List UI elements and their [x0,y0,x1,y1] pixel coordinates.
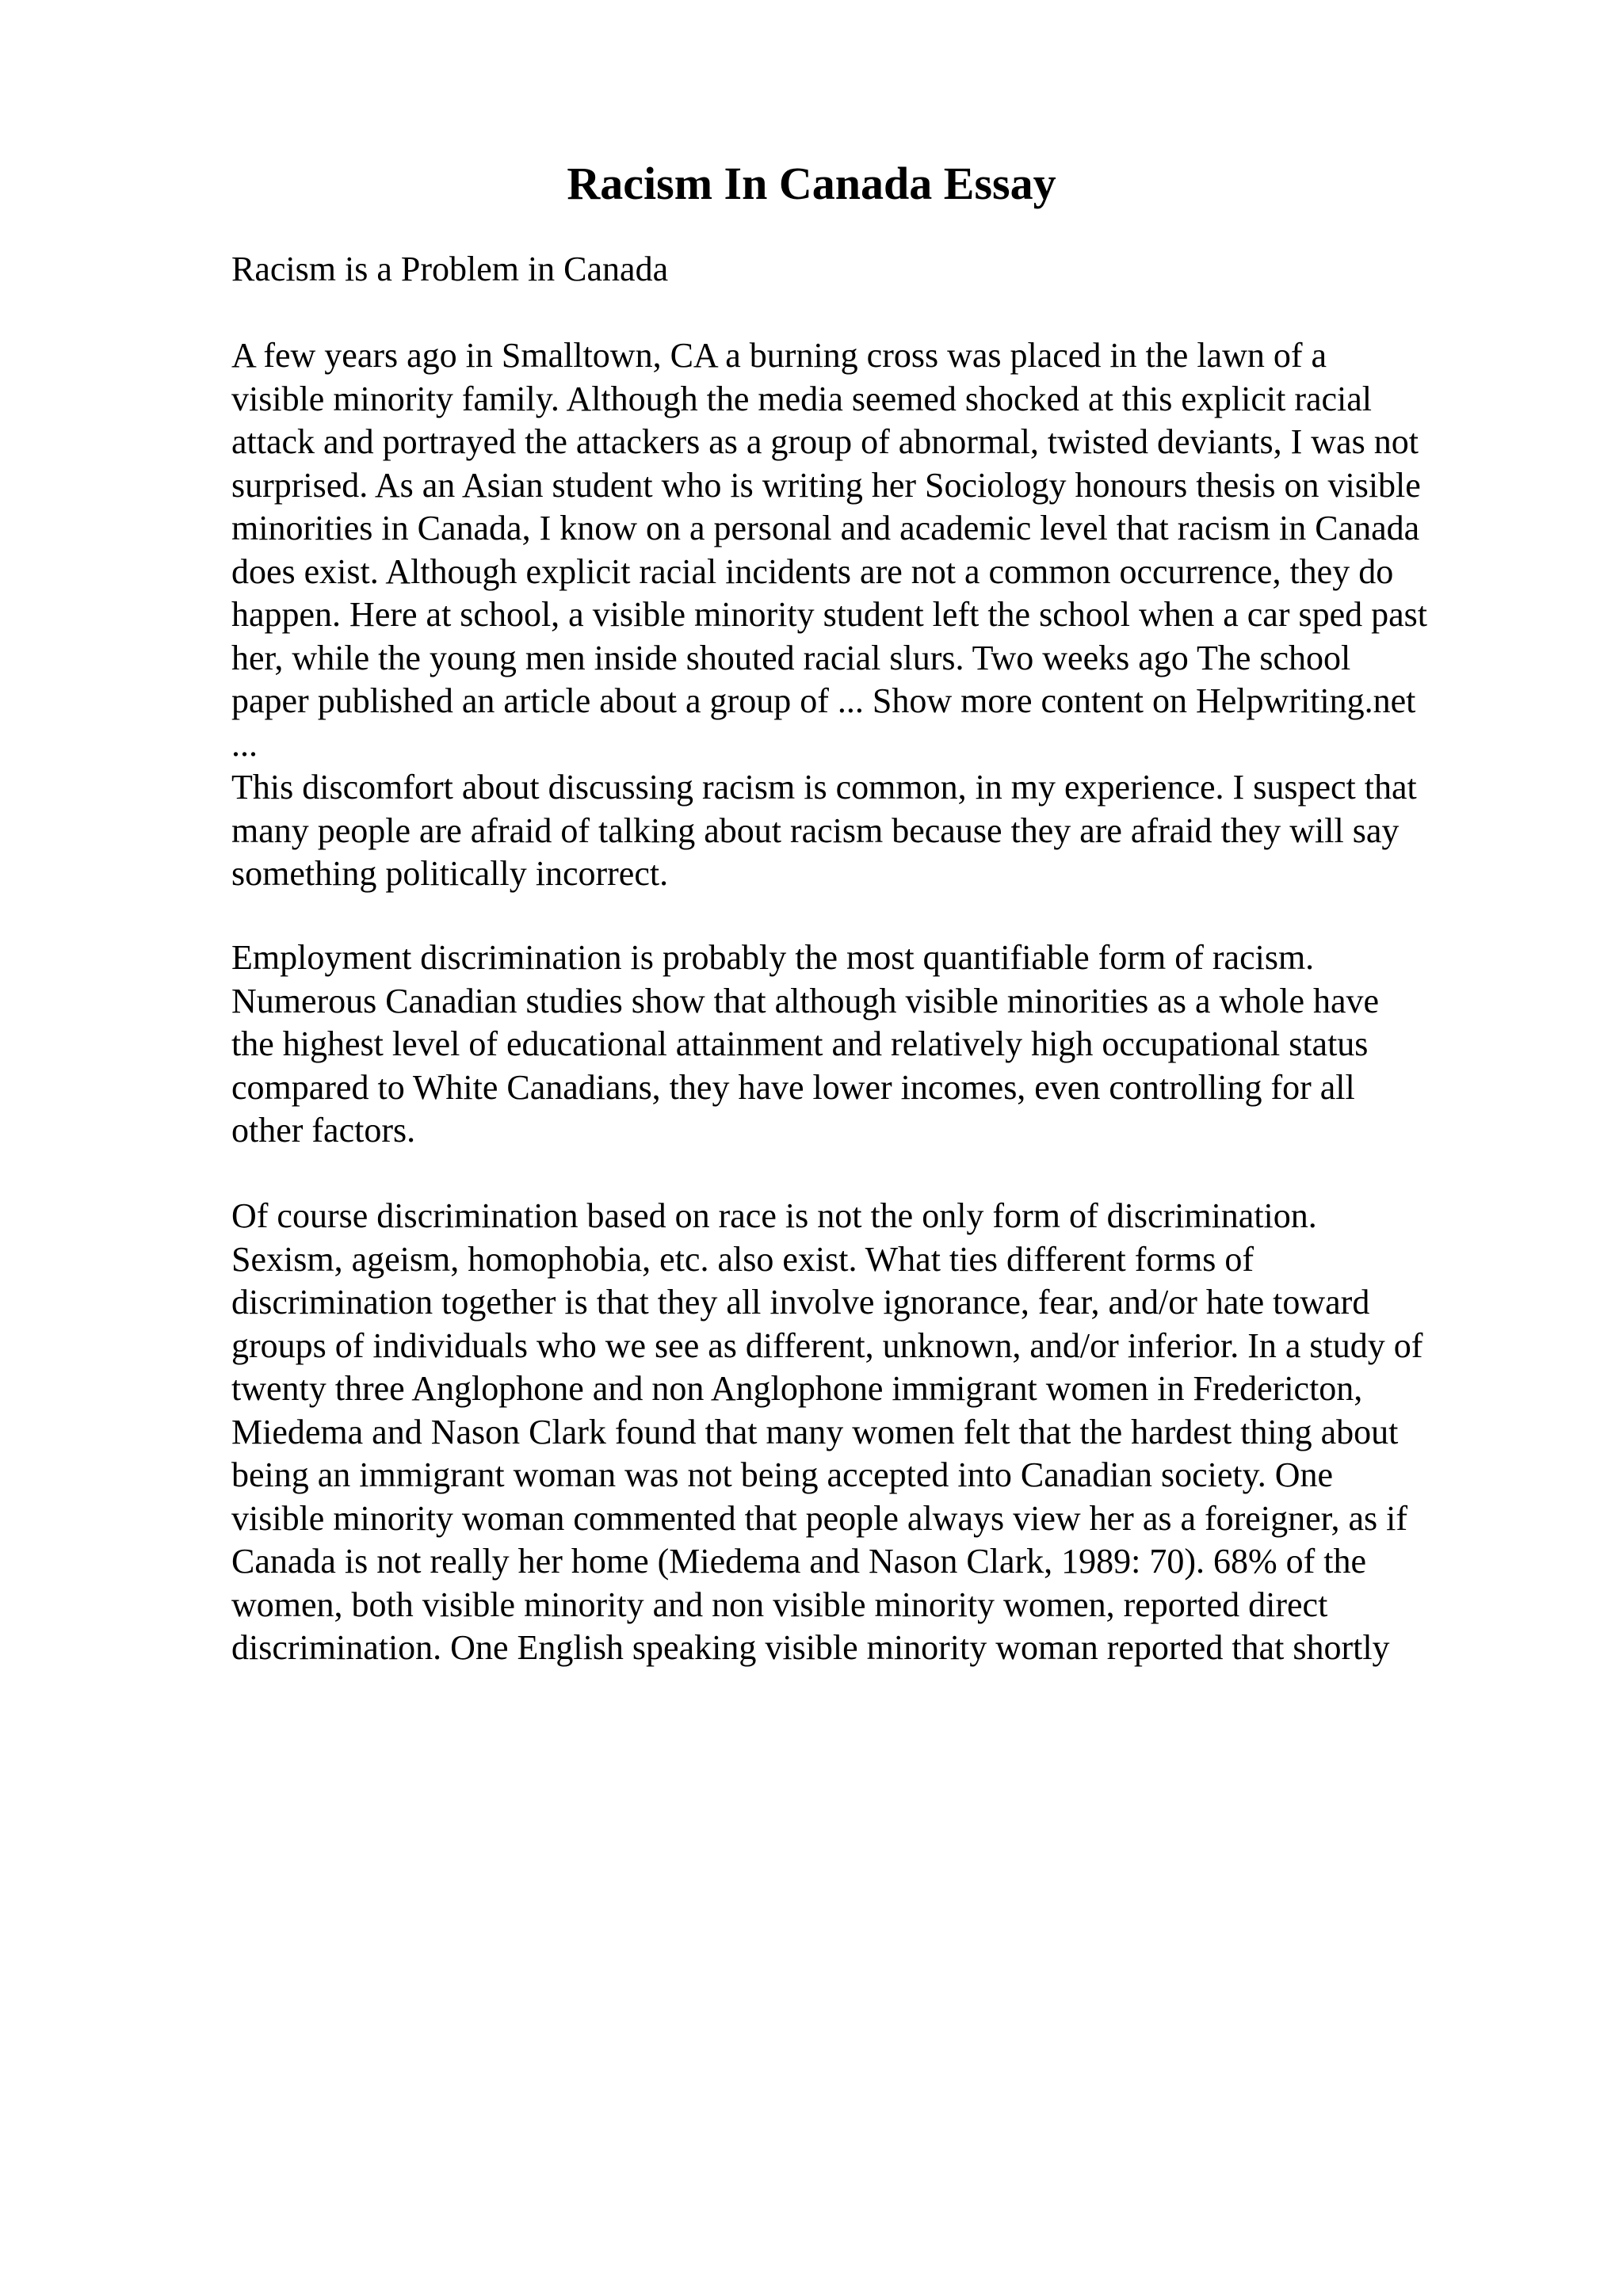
paragraph-line: discrimination together is that they all involve ignorance, fear, and/or hate toward [231,1283,1370,1322]
paragraph-line: discrimination. One English speaking visible minority woman reported that shortly [231,1628,1390,1667]
paragraph-1 [231,334,1594,896]
paragraph-line: visible minority woman commented that people always view her as a foreigner, as if [231,1498,1408,1538]
paragraph-3 [231,1195,1594,1670]
paragraph-line: compared to White Canadians, they have lower incomes, even controlling for all [231,1067,1355,1107]
paragraph-line: something politically incorrect. [231,854,669,893]
paragraph-line: many people are afraid of talking about racism because they are afraid they will say [231,810,1400,850]
paragraph-line: minorities in Canada, I know on a personal and academic level that racism in Canada [231,509,1420,547]
paragraph-line: Numerous Canadian studies show that although visible minorities as a whole have [231,981,1380,1020]
paragraph-line: Miedema and Nason Clark found that many women felt that the hardest thing about [231,1412,1399,1451]
paragraph-line: paper published an article about a group of ... Show more content on Helpwriting.net [231,681,1416,720]
paragraph-line: does exist. Although explicit racial incidents are not a common occurrence, they do [231,551,1394,591]
paragraph-line: being an immigrant woman was not being accepted into Canadian society. One [231,1455,1334,1494]
paragraph-line: A few years ago in Smalltown, CA a burning cross was placed in the lawn of a [231,336,1327,375]
page-title: Racism In Canada Essay [567,158,1056,209]
paragraph-line: attack and portrayed the attackers as a group of abnormal, twisted deviants, I was not [231,422,1419,461]
paragraph-line: This discomfort about discussing racism is common, in my experience. I suspect that [231,768,1417,807]
paragraph-line: women, both visible minority and non visible minority women, reported direct [231,1585,1328,1624]
paragraph-line: surprised. As an Asian student who is writing her Sociology honours thesis on visible [231,465,1421,505]
paragraph-line: Canada is not really her home (Miedema and Nason Clark, 1989: 70). 68% of the [231,1542,1367,1581]
paragraph-line: her, while the young men inside shouted racial slurs. Two weeks ago The school [231,638,1351,677]
paragraph-2 [231,936,1594,1153]
subtitle: Racism is a Problem in Canada [231,250,669,288]
paragraph-line: groups of individuals who we see as different, unknown, and/or inferior. In a study of [231,1325,1423,1365]
paragraph-line: Of course discrimination based on race is not the only form of discrimination. [231,1196,1317,1235]
paragraph-line: other factors. [231,1111,416,1150]
paragraph-line: twenty three Anglophone and non Anglophone immigrant women in Fredericton, [231,1369,1363,1408]
paragraph-line: the highest level of educational attainment and relatively high occupational status [231,1024,1369,1063]
paragraph-line: Sexism, ageism, homophobia, etc. also exist. What ties different forms of [231,1239,1254,1279]
paragraph-line: visible minority family. Although the media seemed shocked at this explicit racial [231,379,1373,418]
paragraph-line: happen. Here at school, a visible minority student left the school when a car sped past [231,595,1428,634]
paragraph-line: ... [231,724,258,764]
paragraph-line: Employment discrimination is probably the most quantifiable form of racism. [231,938,1315,977]
